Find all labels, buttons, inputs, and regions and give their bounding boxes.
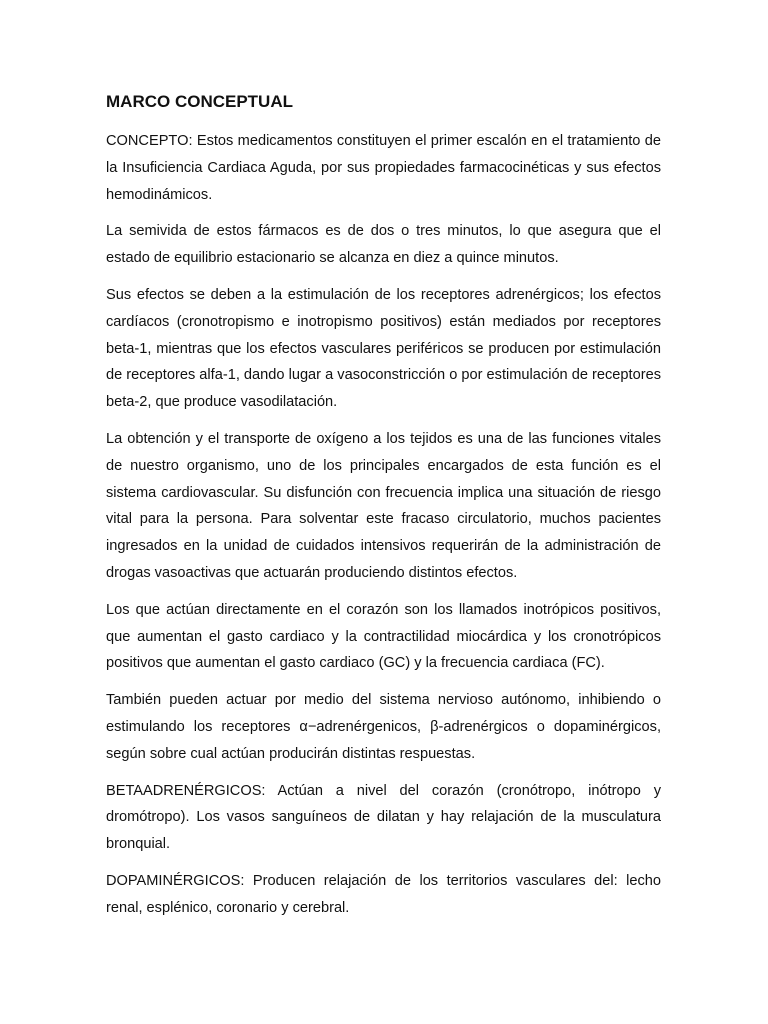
paragraph-dopaminergicos: DOPAMINÉRGICOS: Producen relajación de los territorios vasculares del: lecho renal, esplénico, coronario y cerebral. [106,872,661,916]
paragraph-betaadrenergicos: BETAADRENÉRGICOS: Actúan a nivel del corazón (cronótropo, inótropo y dromótropo). Los vasos sanguíneos de dilatan y hay relajación de la musculatura bronquial. [106,782,661,853]
paragraph-concepto: CONCEPTO: Estos medicamentos constituyen el primer escalón en el tratamiento de la Insuficiencia Cardiaca Aguda, por sus propiedades farmacocinéticas y sus efectos hemodinámicos. [106,133,661,203]
paragraph-sistema-nervioso: También pueden actuar por medio del sistema nervioso autónomo, inhibiendo o estimulando los receptores α−adrenérgenicos, β-adrenérgicos o dopaminérgicos, según sobre cual actúan producirán distintas respuestas. [106,692,661,762]
paragraph-transporte-oxigeno: La obtención y el transporte de oxígeno a los tejidos es una de las funciones vitales de nuestro organismo, uno de los principales encargados de esta función es el sistema cardiovascular. Su disfunción con frecuencia implica una situación de riesgo vital para la persona. Para solventar este fracaso circulatorio, muchos pacientes ingresados en la unidad de cuidados intensivos requerirán de la administración de drogas vasoactivas que actuarán produciendo distintos efectos. [106,430,661,581]
paragraph-inotropicos: Los que actúan directamente en el corazón son los llamados inotrópicos positivos, que aumentan el gasto cardiaco y la contractilidad miocárdica y los cronotrópicos positivos que aumentan el gasto cardiaco (GC) y la frecuencia cardiaca (FC). [106,601,661,672]
paragraph-semivida: La semivida de estos fármacos es de dos o tres minutos, lo que asegura que el estado de equilibrio estacionario se alcanza en diez a quince minutos. [106,223,661,267]
document-title: MARCO CONCEPTUAL [106,92,293,111]
document-page [106,90,661,932]
paragraph-efectos-receptores: Sus efectos se deben a la estimulación de los receptores adrenérgicos; los efectos cardíacos (cronotropismo e inotropismo positivos) están mediados por receptores beta-1, mientras que los efectos vasculares periféricos se producen por estimulación de receptores alfa-1, dando lugar a vasoconstricción o por estimulación de receptores beta-2, que produce vasodilatación. [106,286,661,411]
